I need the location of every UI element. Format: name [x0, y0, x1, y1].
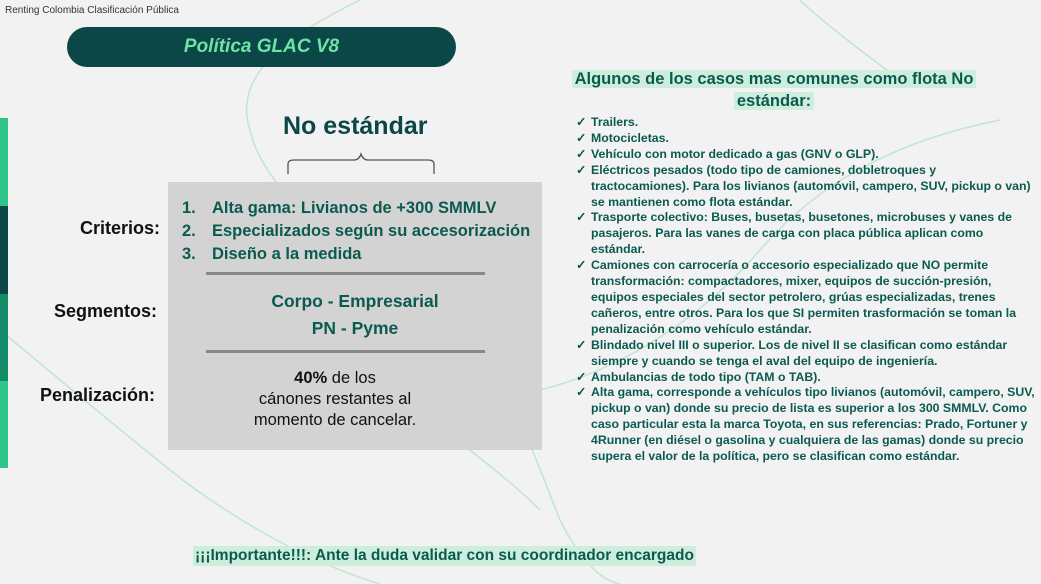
list-item: ✓ Blindado nivel III o superior. Los de nivel II se clasifican como estándar siempre y cuando se tenga el aval del equipo de ingeniería. — [576, 337, 1008, 368]
segments-block — [168, 288, 542, 342]
title-banner — [67, 27, 456, 67]
check-icon: ✓ — [576, 369, 587, 384]
criteria-item: 2. Especializados según su accesorización — [182, 222, 531, 240]
list-item: ✓ Ambulancias de todo tipo (TAM o TAB). — [576, 369, 821, 384]
check-icon: ✓ — [576, 258, 587, 273]
important-note: ¡¡¡Importante!!!: Ante la duda validar con su coordinador encargado — [195, 547, 694, 564]
check-icon: ✓ — [576, 115, 587, 129]
list-item: ✓ Trailers. — [576, 115, 639, 129]
list-item: ✓ Motocicletas. — [576, 130, 669, 145]
segment-item: Corpo - Empresarial — [271, 291, 439, 311]
check-icon: ✓ — [576, 130, 587, 145]
cases-heading: Algunos de los casos mas comunes como flota No estándar: — [568, 68, 980, 112]
classification-label: Renting Colombia Clasificación Pública — [5, 5, 179, 16]
list-item: ✓ Alta gama, corresponde a vehículos tipo livianos (automóvil, campero, SUV, pickup o van) donde su precio de lista es superior a los 300 SMMLV. Como caso particular esta la marca Toyota, en sus referencias: Prado, Fortuner y 4Runner (en diésel o gasolina y cualquiera de las gamas) donde su precio supera el valor de la política, pero se clasifican como estándar. — [576, 385, 1035, 464]
criteria-item: 1. Alta gama: Livianos de +300 SMMLV — [182, 199, 497, 217]
check-icon: ✓ — [576, 210, 587, 225]
criterios-label: Criterios: — [80, 218, 161, 238]
criteria-list — [182, 197, 530, 266]
brace-icon — [286, 152, 436, 176]
segment-item: PN - Pyme — [311, 318, 399, 338]
check-icon: ✓ — [576, 162, 587, 177]
penalty-text: 40% de los cánones restantes al momento de cancelar. — [253, 369, 417, 429]
section-title: No estándar — [283, 112, 428, 140]
list-item: ✓ Camiones con carrocería o accesorio especializado que NO permite transformación: compactadores, mixer, equipos de succión-presión, equipos especiales del sector petrolero, grúas especializadas, trenes cañeros, entre otros. Para los que SI permiten trasformación se toman la penalización como vehículo estándar. — [576, 258, 1017, 336]
segmentos-label: Segmentos: — [54, 301, 158, 321]
side-accent-bar — [0, 118, 8, 468]
check-icon: ✓ — [576, 337, 587, 352]
page-title: Política GLAC V8 — [183, 36, 340, 57]
cases-list — [576, 115, 1036, 465]
penalizacion-label: Penalización: — [40, 385, 156, 405]
check-icon: ✓ — [576, 146, 587, 161]
divider — [206, 272, 485, 275]
criteria-item: 3. Diseño a la medida — [182, 245, 362, 263]
check-icon: ✓ — [576, 385, 587, 400]
penalty-percent: 40% — [294, 369, 328, 387]
list-item: ✓ Eléctricos pesados (todo tipo de camiones, dobletroques y tractocamiones). Para los livianos (automóvil, campero, SUV, pickup o van) se mantienen como flota estándar. — [576, 162, 1031, 209]
list-item: ✓ Trasporte colectivo: Buses, busetas, busetones, microbuses y vanes de pasajeros. Para las vanes de carga con placa pública aplican como estándar. — [576, 210, 1012, 257]
divider — [206, 350, 485, 353]
list-item: ✓ Vehículo con motor dedicado a gas (GNV o GLP). — [576, 146, 879, 161]
